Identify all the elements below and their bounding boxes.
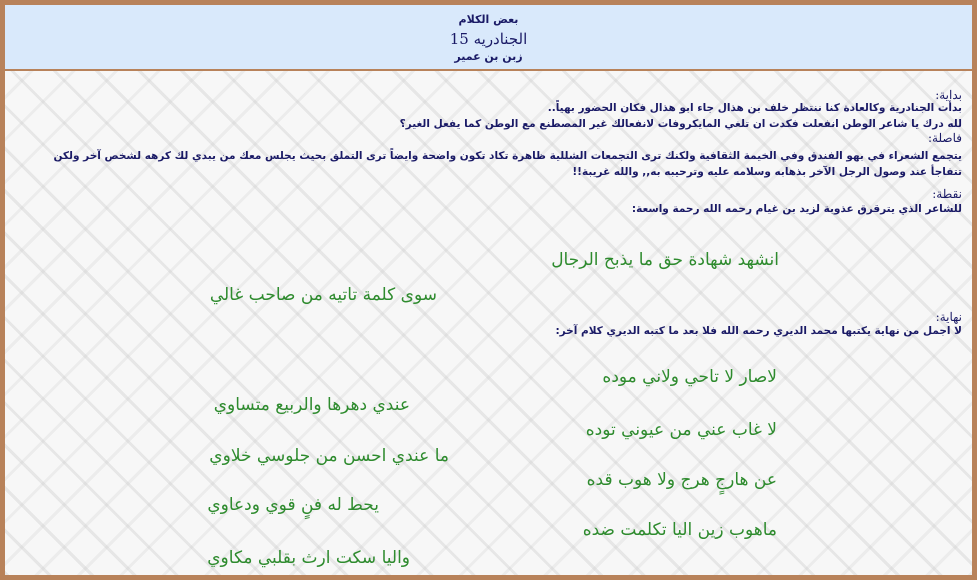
section-label-pause: فاصلة: bbox=[927, 131, 962, 145]
article-header bbox=[5, 5, 972, 71]
poem2-line-3: لا غاب عني من عيوني توده bbox=[585, 420, 777, 440]
section-label-start: بداية: bbox=[935, 88, 962, 102]
poem1-second-half: سوى كلمة تاتيه من صاحب غالي bbox=[209, 285, 437, 305]
column-title: بعض الكلام bbox=[458, 13, 519, 26]
poem2-line-5: عن هارجٍ هرج ولا هوب قده bbox=[586, 470, 777, 490]
section-label-end: نهاية: bbox=[935, 310, 962, 324]
poem2-line-6: يحط له فنٍ قوي ودعاوي bbox=[207, 495, 379, 515]
poem2-line-1: لاصار لا تاحي ولاني موده bbox=[602, 367, 777, 387]
paragraph-pause: يتجمع الشعراء في بهو الفندق وفي الخيمة الثقافية ولكنك ترى التجمعات الشللية ظاهرة تكاد تكون واضحة وايضاً ترى التملق بحيث يجلس معك من يبدي لك كرهه لشخص آخر ولكن تتفاجأ عند وصول الرجل الآخر بذهابه وسلامه عليه وترحيبه به,, والله غريبة!! bbox=[53, 150, 962, 178]
section-label-point: نقطة: bbox=[932, 187, 962, 201]
author-name: زبن بن عمير bbox=[454, 50, 523, 63]
article-title: الجنادريه 15 bbox=[449, 30, 528, 48]
paragraph-end: لا اجمل من نهاية يكتبها محمد الديري رحمه الله فلا بعد ما كتبه الديري كلام آخر: bbox=[555, 325, 962, 337]
poem1-first-half: انشهد شهادة حق ما يذبح الرجال bbox=[551, 250, 779, 270]
poem2-line-4: ما عندي احسن من جلوسي خلاوي bbox=[209, 446, 449, 466]
poem2-line-8: واليا سكت ارث بقلبي مكاوي bbox=[207, 548, 410, 568]
poem2-line-7: ماهوب زين اليا تكلمت ضده bbox=[582, 520, 777, 540]
paragraph-start-1: بدأت الجنادرية وكالعادة كنا ننتظر خلف بن هذال جاء ابو هذال فكان الحضور بهياً.. bbox=[547, 102, 962, 114]
poem2-line-2: عندي دهرها والربيع متساوي bbox=[213, 395, 410, 415]
paragraph-point: للشاعر الذي يترقرق عذوبة لزيد بن غيام رحمه الله رحمة واسعة: bbox=[631, 203, 962, 215]
paragraph-start-2: لله درك يا شاعر الوطن انفعلت فكدت ان تلغي المايكروفات لانفعالك غير المصطنع مع الوطن كما يفعل الغير؟ bbox=[399, 118, 962, 130]
